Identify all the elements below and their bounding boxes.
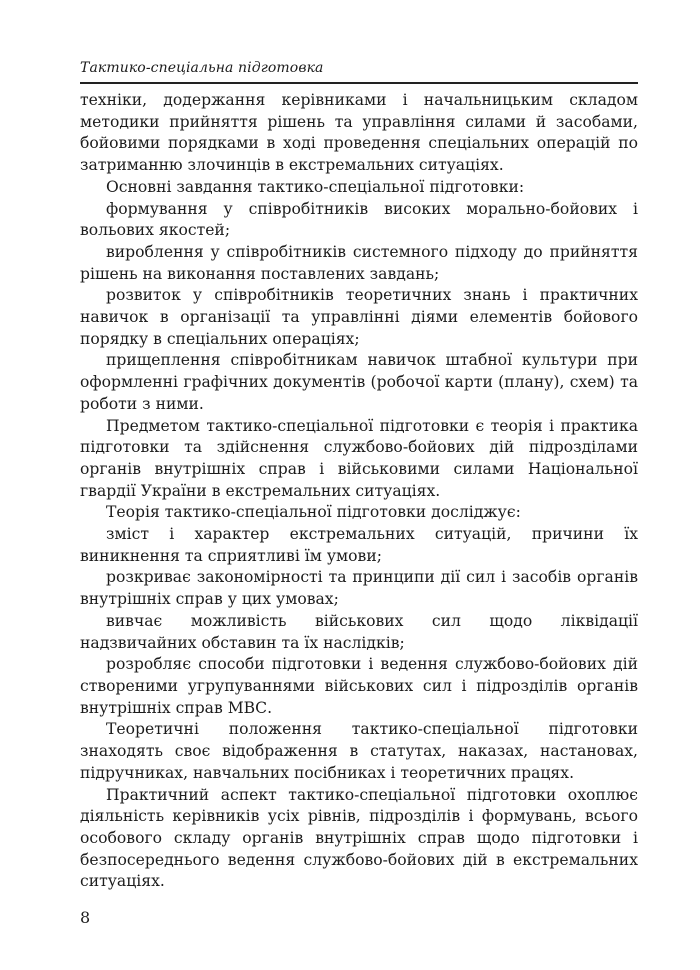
page-number: 8	[80, 908, 91, 927]
list-item: розкриває закономірності та принципи дії сил і засобів органів внутрішніх справ у цих умовах;	[80, 568, 638, 609]
list-item: зміст і характер екстремальних ситуацій, причини їх виникнення та сприятливі їм умови;	[80, 525, 638, 565]
list-item: прищеплення співробітникам навичок штабної культури при оформленні графічних документів (робочої карти (плану), схем) та роботи з ними.	[80, 351, 638, 413]
page-body	[80, 90, 638, 893]
paragraph: Предметом тактико-спеціальної підготовки є теорія і практика підготовки та здійснення службово-бойових дій підрозділами органів внутрішніх справ і військовими силами Національної гвардії України в екстремальних ситуаціях.	[80, 416, 638, 500]
paragraph: Практичний аспект тактико-спеціальної підготовки охоплює діяльність керівників усіх рівнів, підрозділів і формувань, всього особового складу органів внутрішніх справ щодо підготовки і безпосереднього ведення службово-бойових дій в екстремальних ситуаціях.	[80, 785, 638, 891]
paragraph: Теорія тактико-спеціальної підготовки досліджує:	[106, 503, 521, 522]
list-item: формування у співробітників високих морально-бойових і вольових якостей;	[80, 199, 638, 240]
list-item: розробляє способи підготовки і ведення службово-бойових дій створеними угрупуваннями військових сил і підрозділів органів внутрішніх справ МВС.	[80, 655, 638, 717]
paragraph: Теоретичні положення тактико-спеціальної підготовки знаходять своє відображення в статутах, наказах, настановах, підручниках, навчальних посібниках і теоретичних працях.	[80, 720, 638, 782]
list-item: вироблення у співробітників системного підходу до прийняття рішень на виконання поставлених завдань;	[80, 242, 638, 283]
paragraph: техніки, додержання керівниками і начальницьким складом методики прийняття рішень та управління силами й засобами, бойовими порядками в ході проведення спеціальних операцій по затриманню злочинців в екстремальних ситуаціях.	[80, 91, 638, 175]
running-header-title: Тактико-спеціальна підготовка	[80, 60, 324, 76]
paragraph: Основні завдання тактико-спеціальної підготовки:	[106, 177, 525, 196]
list-item: вивчає можливість військових сил щодо ліквідації надзвичайних обставин та їх наслідків;	[80, 611, 638, 652]
list-item: розвиток у співробітників теоретичних знань і практичних навичок в організації та управлінні діями елементів бойового порядку в спеціальних операціях;	[80, 286, 638, 348]
running-header	[80, 58, 638, 84]
